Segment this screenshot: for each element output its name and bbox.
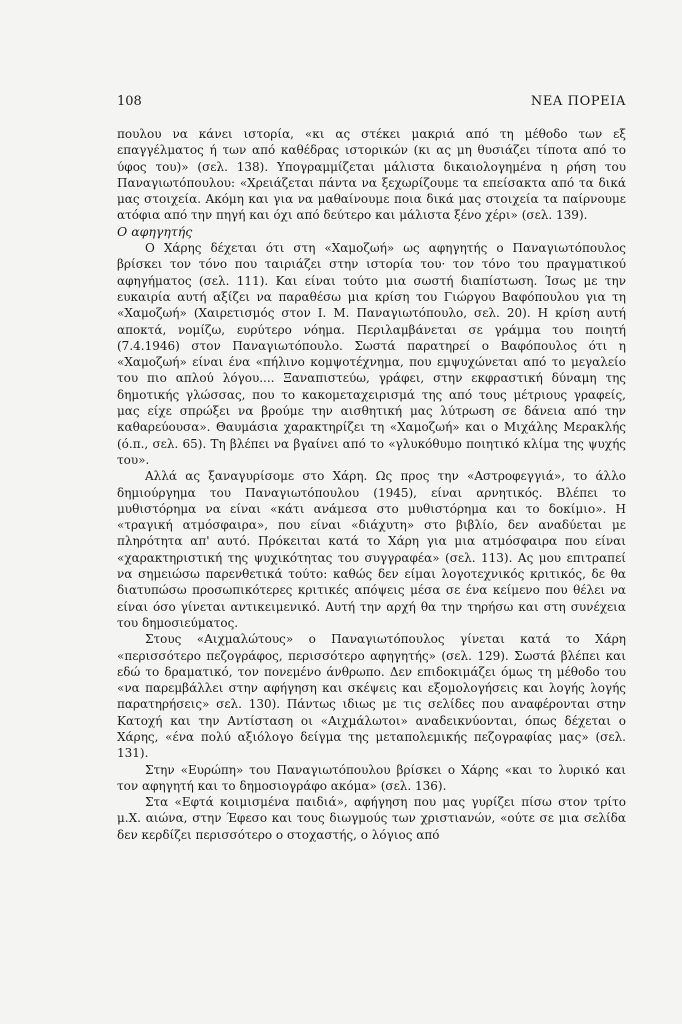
paragraph-5: Στην «Ευρώπη» του Παναγιωτόπουλου βρίσκει ο Χάρης «και το λυρικό και τον αφηγητή και το δημοσιογράφο ακόμα» (σελ. 136). — [117, 762, 626, 793]
section-heading: Ο αφηγητής — [117, 223, 193, 239]
paragraph-3: Αλλά ας ξαναγυρίσομε στο Χάρη. Ως προς την «Αστροφεγγιά», το άλλο δημιούργημα του Παναγιωτόπουλου (1945), είναι αρνητικός. Βλέπει το μυθιστόρημα να είναι «κάτι ανάμεσα στο μυθιστόρημα και το δοκίμιο». Η «τραγική ατμόσφαιρα», που είναι «διάχυτη» στο βιβλίο, δεν αναδύεται με πληρότητα απ' αυτό. Πρόκειται κατά το Χάρη για μια ατμόσφαιρα που είναι «χαρακτηριστική της ψυχικότητας του συγγραφέα» (σελ. 113). Ας μου επιτραπεί να σημειώσω παρενθετικά τούτο: καθώς δεν είμαι λογοτεχνικός κριτικός, δε θα διατυπώσω προσωπικότερες κριτικές απόψεις μέσα σε ένα κείμενο που θέλει να είναι όσο γίνεται αντικειμενικό. Αυτή την αρχή θα την τηρήσω και στη συνέχεια του δημοσιεύματος. — [117, 469, 626, 630]
page-number: 108 — [117, 94, 142, 109]
paragraph-2: Ο Χάρης δέχεται ότι στη «Χαμοζωή» ως αφηγητής ο Παναγιωτόπουλος βρίσκει τον τόνο που ταιριάζει στην ιστορία του· τον τόνο του πραγματικού αφηγήματος (σελ. 111). Και είναι τούτο μια σωστή διαπίστωση. Ίσως με την ευκαιρία αυτή αξίζει να παραθέσω μια κρίση του Γιώργου Βαφόπουλου για τη «Χαμοζωή» (Χαιρετισμός στον Ι. Μ. Παναγιωτόπουλο, σελ. 20). Η κρίση αυτή αποκτά, νομίζω, ευρύτερο νόημα. Περιλαμβάνεται σε γράμμα του ποιητή (7.4.1946) στον Παναγιωτόπουλο. Σωστά παρατηρεί ο Βαφόπουλος ότι η «Χαμοζωή» είναι ένα «πήλινο κομψοτέχνημα, που εμψυχώνεται από το μεγαλείο του πιο απλού λόγου.... Ξαναπιστεύω, γράφει, στην εκφραστική δύναμη της δημοτικής γλώσσας, που το κακομεταχειρισμά της από τους μέτριους γραφείς, μας είχε σπρώξει να βρούμε την αισθητική μας λύτρωση σε δάνεια από την καθαρεύουσα». Θαυμάσια χαρακτηρίζει τη «Χαμοζωή» και ο Μιχάλης Μερακλής (ό.π., σελ. 65). Τη βλέπει να βγαίνει από το «γλυκόθυμο ποιητικό κλίμα της ψυχής του». — [117, 241, 626, 467]
paragraph-1: πουλου να κάνει ιστορία, «κι ας στέκει μακριά από τη μέθοδο των εξ επαγγέλματος ή των από καθέδρας ιστορικών (κι ας μη θυσιάζει τίποτα από το ύφος του)» (σελ. 138). Υπογραμμίζεται μάλιστα δικαιολογημένα η ρήση του Παναγιωτόπουλου: «Χρειάζεται πάντα να ξεχωρίζουμε τα επείσακτα από τα δικά μας στοιχεία. Ακόμη και για να μαθαίνουμε ποια δικά μας στοιχεία τα παίρνουμε ατόφια από την πηγή και όχι από δεύτερο και μάλιστα ξένο χέρι» (σελ. 139). — [117, 127, 626, 223]
paragraph-4: Στους «Αιχμαλώτους» ο Παναγιωτόπουλος γίνεται κατά το Χάρη «περισσότερο πεζογράφος, περισσότερο αφηγητής» (σελ. 129). Σωστά βλέπει και εδώ το δραματικό, τον πονεμένο άνθρωπο. Δεν επιδοκιμάζει όμως τη μέθοδο του «να παρεμβάλλει στην αφήγηση και σκέψεις και εξομολογήσεις και λογής λογής παρατηρήσεις» σελ. 130). Πάντως ιδιως με τις σελίδες που αναφέρονται στην Κατοχή και την Αντίσταση οι «Αιχμάλωτοι» αναδεικνύονται, όπως δέχεται ο Χάρης, «ένα πολύ αξιόλογο δείγμα της μεταπολεμικής πεζογραφίας μας» (σελ. 131). — [117, 632, 626, 761]
paragraph-6: Στα «Εφτά κοιμισμένα παιδιά», αφήγηση που μας γυρίζει πίσω στον τρίτο μ.Χ. αιώνα, στην Έφεσο και τους διωγμούς των χριστιανών, «ούτε σε μια σελίδα δεν κερδίζει περισσότερο ο στοχαστής, ο λόγιος από — [117, 795, 626, 842]
page-header — [117, 94, 626, 114]
running-head: ΝΕΑ ΠΟΡΕΙΑ — [530, 94, 626, 109]
body-text — [117, 126, 626, 843]
